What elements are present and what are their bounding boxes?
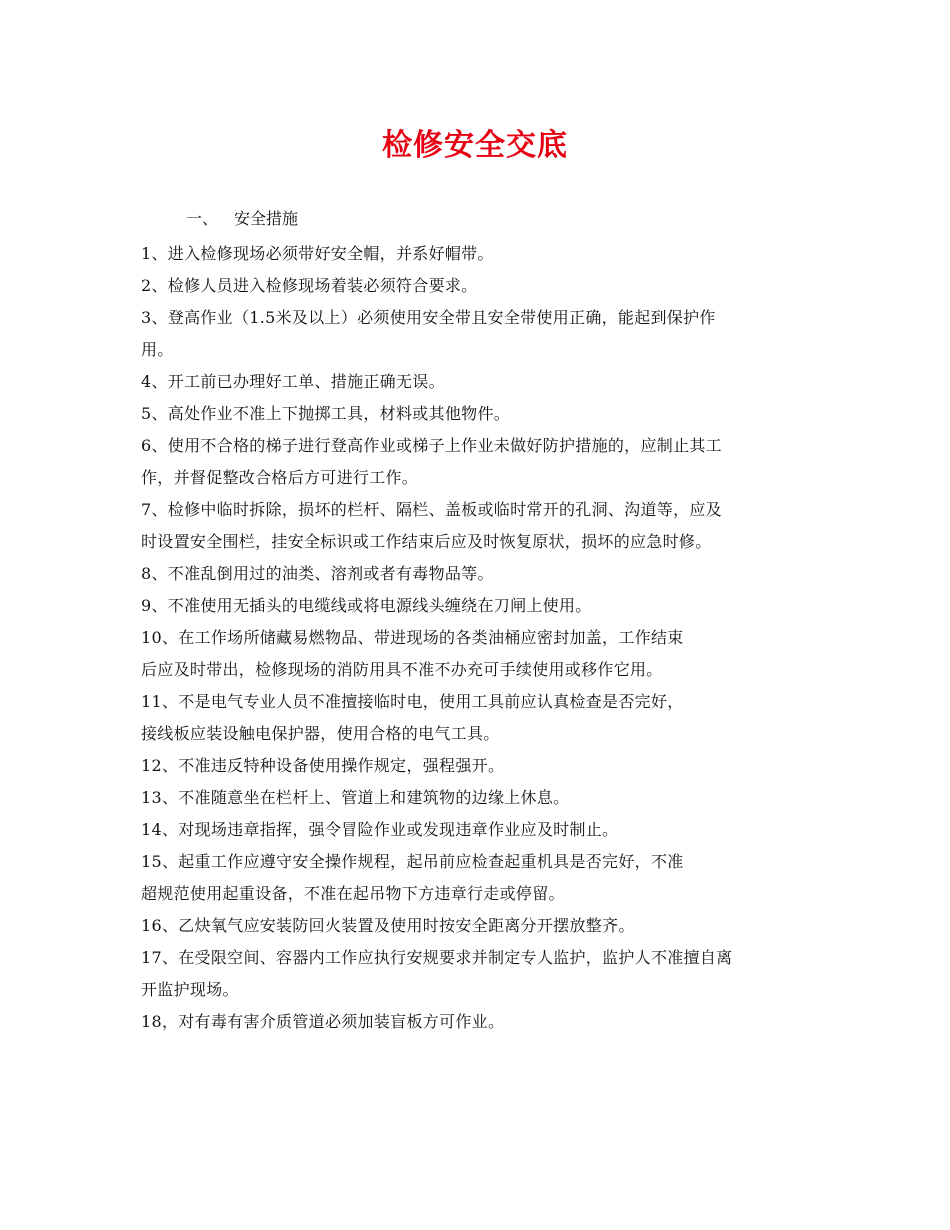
text-line: 16、乙炔氧气应安装防回火装置及使用时按安全距离分开摆放整齐。: [141, 916, 635, 935]
text-line: 9、不准使用无插头的电缆线或将电源线头缠绕在刀闸上使用。: [141, 596, 592, 615]
section-label: 安全措施: [234, 209, 299, 228]
text-line: 后应及时带出，检修现场的消防用具不准不办充可手续使用或移作它用。: [141, 660, 663, 679]
text-line: 作，并督促整改合格后方可进行工作。: [141, 468, 419, 487]
text-line: 开监护现场。: [141, 980, 239, 999]
section-heading: [186, 206, 298, 232]
text-line: 用。: [141, 340, 174, 359]
text-line: 15、起重工作应遵守安全操作规程，起吊前应检查起重机具是否完好，不准: [141, 852, 684, 871]
text-line: 接线板应装设触电保护器，使用合格的电气工具。: [141, 724, 500, 743]
text-line: 8、不准乱倒用过的油类、溶剂或者有毒物品等。: [141, 564, 494, 583]
text-line: 14、对现场违章指挥，强令冒险作业或发现违章作业应及时制止。: [141, 820, 619, 839]
text-line: 时设置安全围栏，挂安全标识或工作结束后应及时恢复原状，损坏的应急时修。: [141, 532, 712, 551]
text-line: 12、不准违反特种设备使用操作规定，强程强开。: [141, 756, 505, 775]
section-number: 一、: [186, 209, 219, 228]
text-line: 11、不是电气专业人员不准擅接临时电，使用工具前应认真检查是否完好，: [141, 692, 684, 711]
text-line: 2、检修人员进入检修现场着装必须符合要求。: [141, 276, 478, 295]
text-line: 10、在工作场所储藏易燃物品、带进现场的各类油桶应密封加盖，工作结束: [141, 628, 684, 647]
text-line: 4、开工前已办理好工单、措施正确无误。: [141, 372, 445, 391]
text-line: 3、登高作业（1.5米及以上）必须使用安全带且安全带使用正确，能起到保护作: [141, 308, 716, 327]
text-line: 6、使用不合格的梯子进行登高作业或梯子上作业未做好防护措施的，应制止其工: [141, 436, 722, 455]
text-line: 1、进入检修现场必须带好安全帽，并系好帽带。: [141, 244, 494, 263]
text-line: 7、检修中临时拆除，损坏的栏杆、隔栏、盖板或临时常开的孔洞、沟道等，应及: [141, 500, 722, 519]
document-body: [141, 238, 821, 1038]
document-title: 检修安全交底: [382, 128, 568, 163]
text-line: 13、不准随意坐在栏杆上、管道上和建筑物的边缘上休息。: [141, 788, 570, 807]
text-line: 18，对有毒有害介质管道必须加装盲板方可作业。: [141, 1012, 505, 1031]
text-line: 5、高处作业不准上下抛掷工具，材料或其他物件。: [141, 404, 511, 423]
text-line: 17、在受限空间、容器内工作应执行安规要求并制定专人监护，监护人不准擅自离: [141, 948, 733, 967]
text-line: 超规范使用起重设备，不准在起吊物下方违章行走或停留。: [141, 884, 565, 903]
